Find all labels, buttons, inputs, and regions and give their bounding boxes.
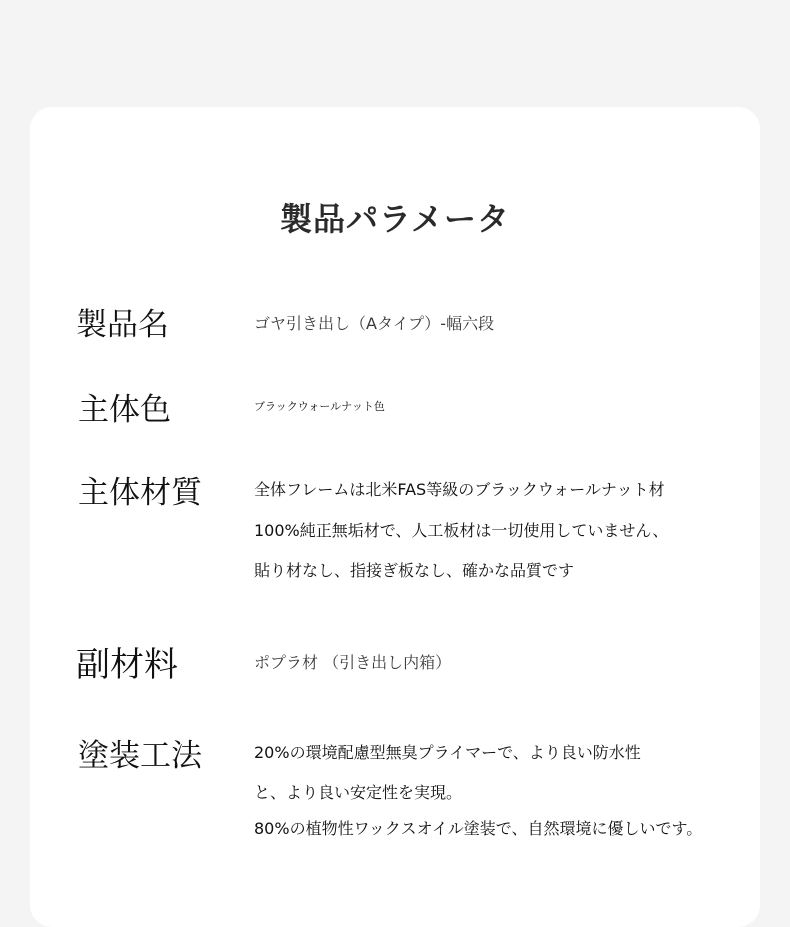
page-title: 製品パラメータ [279,200,511,238]
row-label-product-name: 製品名 [76,307,169,343]
row-value-main-color: ブラックウォールナット色 [254,400,385,413]
row-value-sub-material: ポプラ材 （引き出し内箱） [254,653,452,672]
finish-line-3: 80%の植物性ワックスオイル塗装で、自然環境に優しいです。 [254,819,703,838]
row-label-sub-material: 副材料 [76,645,178,685]
row-label-main-material: 主体材質 [78,475,202,511]
material-line-2: 100%純正無垢材で、人工板材は一切使用していません、 [254,521,669,540]
row-value-product-name: ゴヤ引き出し（Aタイプ）-幅六段 [254,314,495,333]
finish-line-2: と、より良い安定性を実現。 [254,783,463,802]
finish-line-1: 20%の環境配慮型無臭プライマーで、より良い防水性 [254,743,641,762]
row-label-finish-method: 塗装工法 [78,738,202,774]
material-line-3: 貼り材なし、指接ぎ板なし、確かな品質です [254,561,575,580]
row-label-main-color: 主体色 [78,392,171,428]
material-line-1: 全体フレームは北米FAS等級のブラックウォールナット材 [254,480,665,499]
